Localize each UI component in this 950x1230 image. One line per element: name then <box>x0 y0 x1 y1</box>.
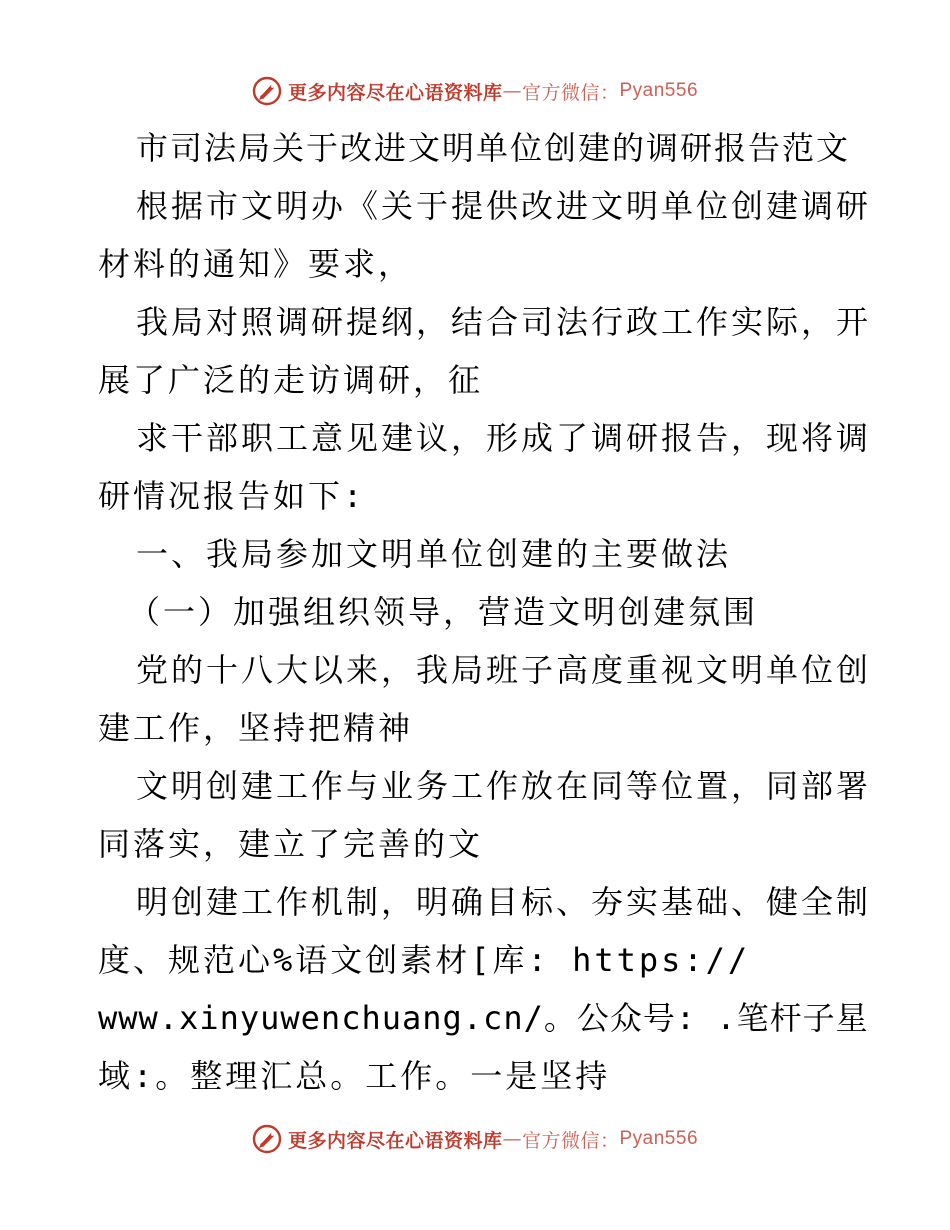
text-line: 材料的通知》要求， <box>98 245 414 283</box>
section-heading: 一、我局参加文明单位创建的主要做法 <box>136 535 732 573</box>
pen-nib-logo-icon <box>252 1124 282 1154</box>
text-line: 党的十八大以来，我局班子高度重视文明单位创 <box>136 651 872 689</box>
text-line: 研情况报告如下: <box>98 477 366 515</box>
text-line: 求干部职工意见建议，形成了调研报告，现将调 <box>136 419 872 457</box>
text-line: www.xinyuwenchuang.cn/。公众号: .笔杆子星 <box>98 999 869 1037</box>
banner-wechat-handle: Pyan556 <box>619 80 699 101</box>
text-line: 文明创建工作与业务工作放在同等位置，同部署 <box>136 767 872 805</box>
text-line: 展了广泛的走访调研，征 <box>98 361 484 399</box>
text-line: 度、规范心%语文创素材[库: https:// <box>98 941 751 979</box>
pen-nib-logo-icon <box>252 76 282 106</box>
banner-separator: — <box>502 80 522 102</box>
banner-separator: — <box>502 1128 522 1150</box>
text-line: 域:。整理汇总。工作。一是坚持 <box>98 1057 611 1095</box>
banner-brand-text: 更多内容尽在心语资料库 <box>287 1129 503 1152</box>
banner-wechat-handle: Pyan556 <box>619 1128 699 1149</box>
text-line: 明创建工作机制，明确目标、夯实基础、健全制 <box>136 883 872 921</box>
banner-official-label: 官方微信： <box>521 81 620 104</box>
text-line: 根据市文明办《关于提供改进文明单位创建调研 <box>136 187 872 225</box>
text-line: 同落实，建立了完善的文 <box>98 825 484 863</box>
document-title: 市司法局关于改进文明单位创建的调研报告范文 <box>136 129 851 167</box>
text-line: 我局对照调研提纲，结合司法行政工作实际，开 <box>136 303 872 341</box>
header-watermark-banner <box>0 74 950 108</box>
banner-brand-text: 更多内容尽在心语资料库 <box>287 81 503 104</box>
banner-official-label: 官方微信： <box>521 1129 620 1152</box>
text-line: 建工作，坚持把精神 <box>98 709 414 747</box>
subsection-heading: （一）加强组织领导，营造文明创建氛围 <box>128 593 759 631</box>
footer-watermark-banner <box>0 1122 950 1156</box>
